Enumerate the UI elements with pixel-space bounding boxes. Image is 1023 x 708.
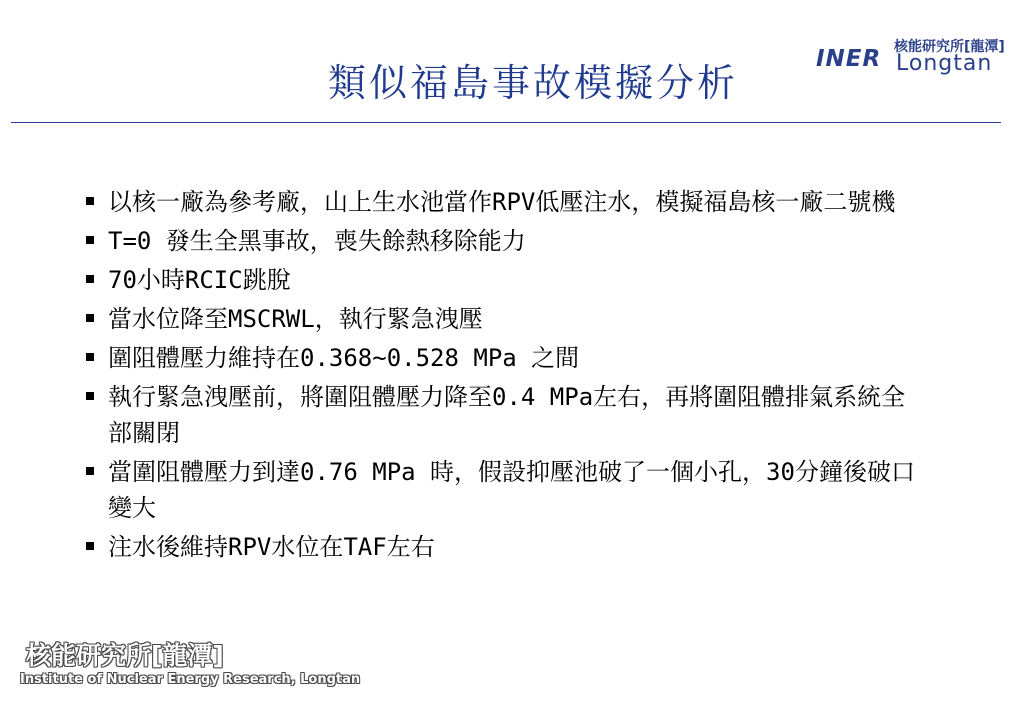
bullet-item xyxy=(86,184,916,220)
logo-institute-name-cn: 核能研究所[龍潭] xyxy=(894,39,1005,55)
square-bullet-icon xyxy=(86,542,94,550)
footer-institute-name-cn: 核能研究所[龍潭] xyxy=(26,641,224,670)
square-bullet-icon xyxy=(86,197,94,205)
bullet-item xyxy=(86,379,916,451)
bullet-list xyxy=(86,184,916,568)
bullet-item xyxy=(86,454,916,526)
iner-logo xyxy=(816,36,1016,76)
square-bullet-icon xyxy=(86,353,94,361)
square-bullet-icon xyxy=(86,314,94,322)
bullet-item xyxy=(86,529,916,565)
footer-institute-name-en: Institute of Nuclear Energy Research, Longtan xyxy=(20,672,361,687)
logo-longtan-text: Longtan xyxy=(896,51,993,76)
iner-logo-text: INER xyxy=(816,46,882,72)
bullet-text: 70小時RCIC跳脫 xyxy=(108,266,291,294)
square-bullet-icon xyxy=(86,392,94,400)
title-divider xyxy=(11,122,1001,123)
square-bullet-icon xyxy=(86,236,94,244)
square-bullet-icon xyxy=(86,275,94,283)
bullet-item xyxy=(86,301,916,337)
square-bullet-icon xyxy=(86,467,94,475)
bullet-text: 圍阻體壓力維持在0.368~0.528 MPa 之間 xyxy=(108,344,580,372)
bullet-text: 執行緊急洩壓前，將圍阻體壓力降至0.4 MPa左右，再將圍阻體排氣系統全部關閉 xyxy=(108,383,906,447)
bullet-text: 以核一廠為參考廠，山上生水池當作RPV低壓注水，模擬福島核一廠二號機 xyxy=(108,188,896,216)
bullet-text: T=0 發生全黑事故，喪失餘熱移除能力 xyxy=(108,227,526,255)
bullet-text: 當圍阻體壓力到達0.76 MPa 時，假設抑壓池破了一個小孔，30分鐘後破口變大 xyxy=(108,458,915,522)
bullet-text: 當水位降至MSCRWL，執行緊急洩壓 xyxy=(108,305,483,333)
bullet-text: 注水後維持RPV水位在TAF左右 xyxy=(108,533,435,561)
slide-title: 類似福島事故模擬分析 xyxy=(328,61,739,105)
bullet-item xyxy=(86,262,916,298)
bullet-item xyxy=(86,340,916,376)
bullet-item xyxy=(86,223,916,259)
